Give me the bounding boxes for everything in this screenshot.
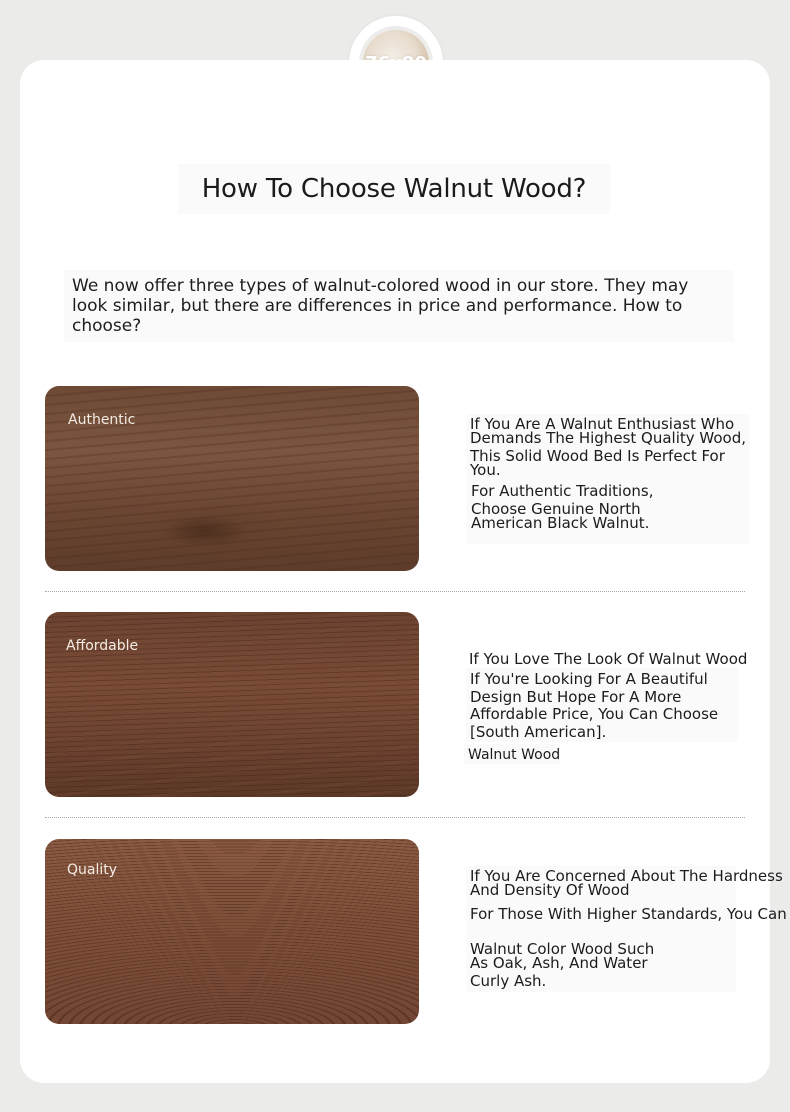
row-heading-line: Demands The Highest Quality Wood, [470,429,746,447]
row-detail-line: [South American]. [470,723,607,741]
row-detail-line: For Authentic Traditions, [471,482,654,500]
row-heading-line: You. [470,461,501,479]
row-detail-line: Design But Hope For A More [470,688,682,706]
row-detail-line: American Black Walnut. [471,514,650,532]
row-detail-line: Affordable Price, You Can Choose [470,705,719,723]
row-heading-line: And Density Of Wood [470,881,630,899]
row-heading-line: This Solid Wood Bed Is Perfect For [470,447,725,465]
row-divider [45,817,745,818]
row-heading-line: If You Are A Walnut Enthusiast Who [470,415,735,433]
row-detail-line: If You're Looking For A Beautiful [470,670,708,688]
row-heading: If You Love The Look Of Walnut Wood [469,650,748,668]
row-detail-line: Choose Genuine North [471,500,641,518]
page-title: How To Choose Walnut Wood? [201,174,587,204]
image-label: Quality [67,862,118,878]
image-label: Affordable [66,638,139,654]
row-detail-line: Curly Ash. [470,972,547,990]
image-label: Authentic [68,412,136,428]
wood-sample-image-affordable [45,612,419,797]
row-footer: Walnut Wood [468,747,561,763]
row-detail-line: As Oak, Ash, And Water [470,954,648,972]
intro-text: We now offer three types of walnut-colored wood in our store. They may look similar, but there are differences in price and performance. How to choose? [64,270,734,342]
title-box [178,164,610,214]
row-detail-line: Walnut Color Wood Such [470,940,655,958]
row-divider [45,591,745,592]
wood-sample-image-authentic [45,386,419,571]
row-subheading: For Those With Higher Standards, You Can [470,905,787,923]
wood-sample-image-quality [45,839,419,1024]
row-heading-line: If You Are Concerned About The Hardness [470,867,783,885]
